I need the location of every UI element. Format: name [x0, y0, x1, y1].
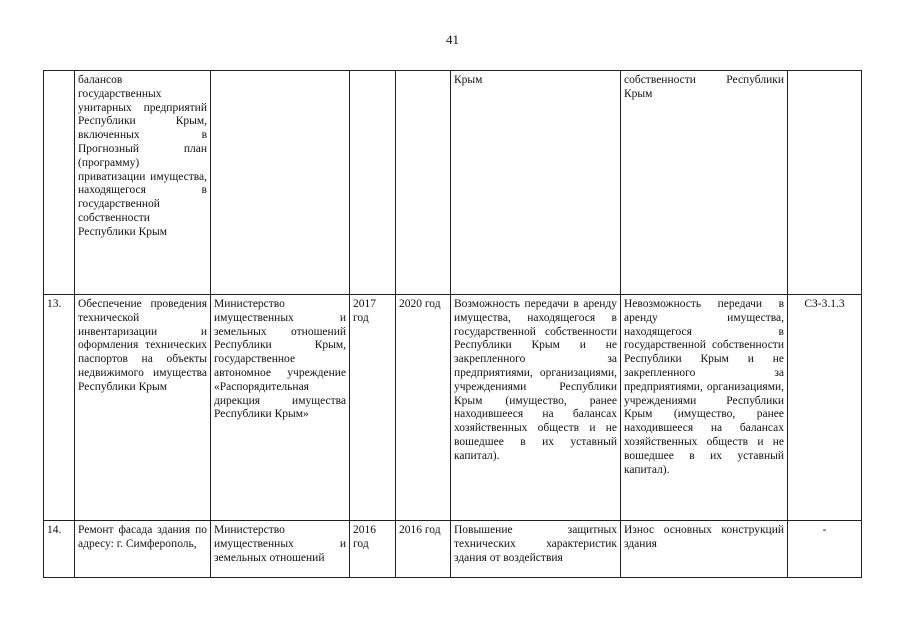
non-implementation-consequence: Износ основных конструкций здания — [621, 521, 788, 578]
non-implementation-consequence: Невозможность передачи в аренду имущества, находящегося в государственной собственности Республики Крым и не закрепленного за предприятиями, организациями, учреждениями Республики Крым (имущество, ранее находившееся на балансах хозяйственных обществ и не вошедшее в их уставный капитал). — [621, 295, 788, 521]
measure-title: Ремонт фасада здания по адресу: г. Симферополь, — [75, 521, 211, 578]
responsible-executor — [211, 71, 350, 295]
page-number: 41 — [446, 32, 459, 47]
start-year: 2016 год — [350, 521, 396, 578]
row-number — [44, 71, 75, 295]
table-row — [44, 71, 862, 295]
start-year — [350, 71, 396, 295]
non-implementation-consequence: собственности Республики Крым — [621, 71, 788, 295]
responsible-executor: Министерство имущественных и земельных отношений Республики Крым, государственное автономное учреждение «Распорядительная дирекция имущества Республики Крым» — [211, 295, 350, 521]
measures-table — [43, 70, 862, 578]
table-row — [44, 521, 862, 578]
end-year — [396, 71, 451, 295]
expected-result: Повышение защитных технических характеристик здания от воздействия — [451, 521, 621, 578]
expected-result: Возможность передачи в аренду имущества, находящегося в государственной собственности Республики Крым и не закрепленного за предприятиями, организациями, учреждениями Республики Крым (имущество, ранее находившееся на балансах хозяйственных обществ и не вошедшее в их уставный капитал). — [451, 295, 621, 521]
row-number: 14. — [44, 521, 75, 578]
indicator-code — [788, 71, 862, 295]
end-year: 2016 год — [396, 521, 451, 578]
responsible-executor: Министерство имущественных и земельных отношений — [211, 521, 350, 578]
start-year: 2017 год — [350, 295, 396, 521]
measure-title: Обеспечение проведения технической инвентаризации и оформления технических паспортов на объекты недвижимого имущества Республики Крым — [75, 295, 211, 521]
measure-title: балансов государственных унитарных предприятий Республики Крым, включенных в Прогнозный план (программу) приватизации имущества, находящегося в государственной собственности Республики Крым — [75, 71, 211, 295]
indicator-code: - — [788, 521, 862, 578]
indicator-code: СЗ-3.1.3 — [788, 295, 862, 521]
expected-result: Крым — [451, 71, 621, 295]
row-number: 13. — [44, 295, 75, 521]
end-year: 2020 год — [396, 295, 451, 521]
table-row — [44, 295, 862, 521]
